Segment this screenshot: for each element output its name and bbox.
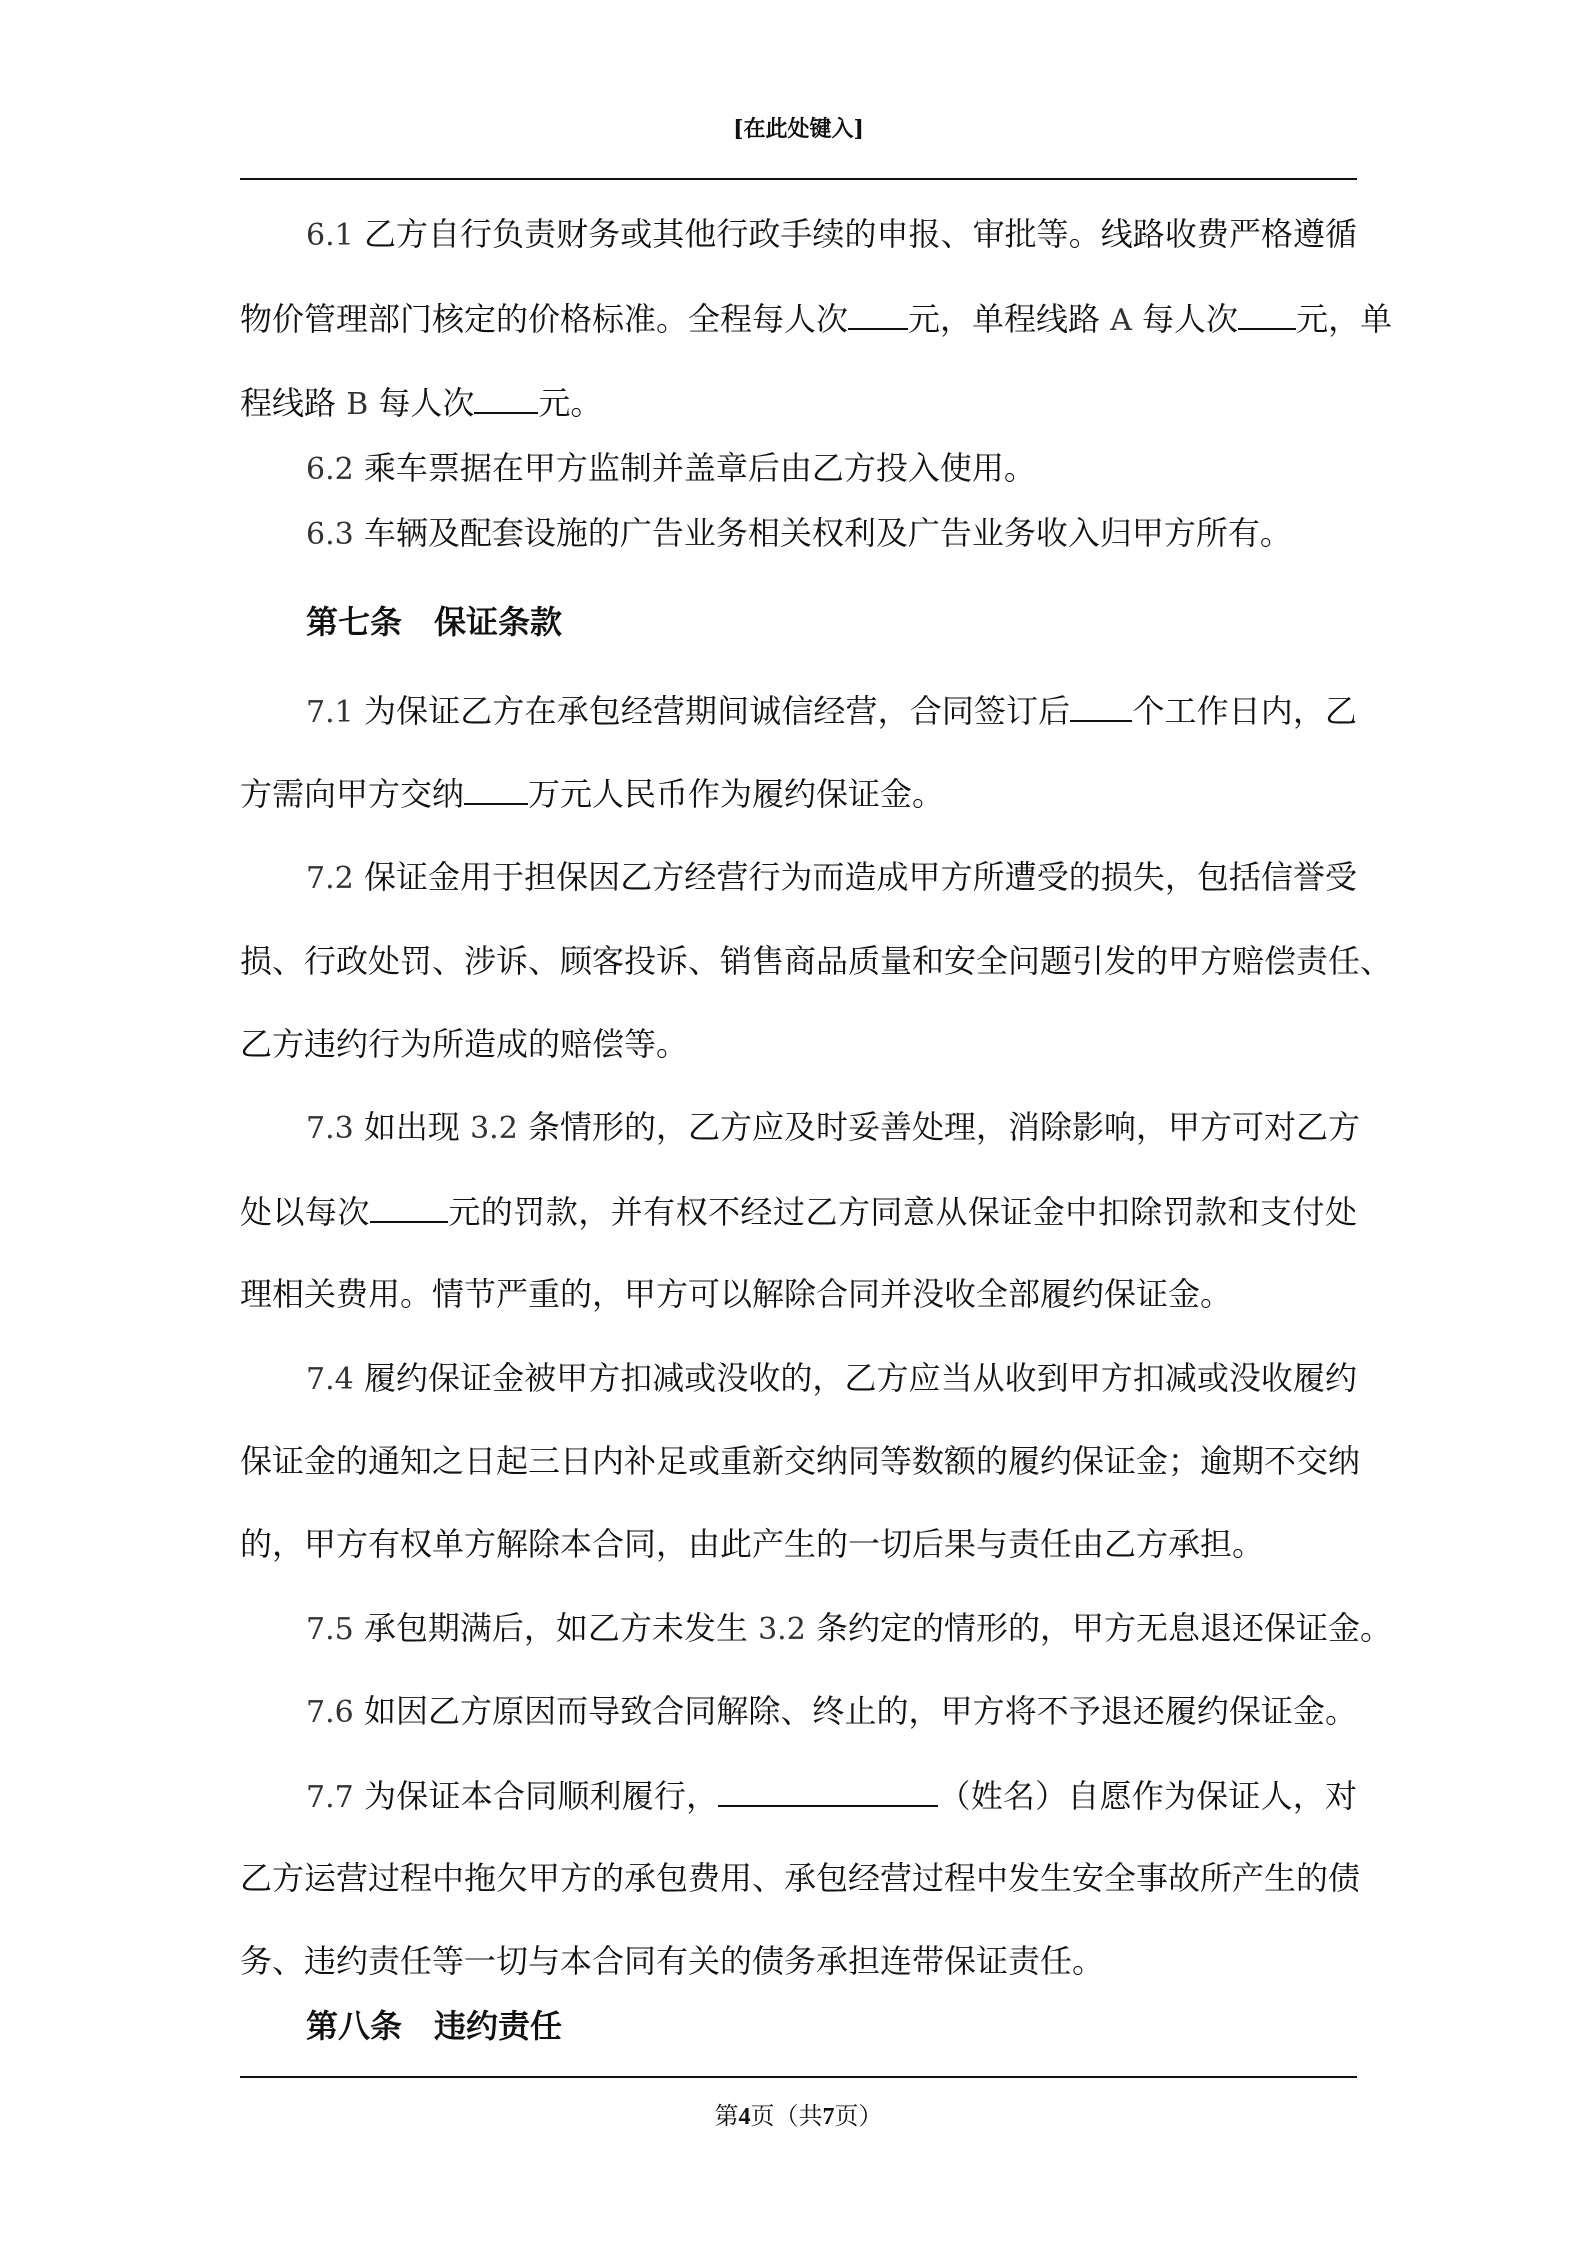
clause-text: 处以每次 [240, 1193, 370, 1231]
clause-ref: 3.2 [758, 1612, 806, 1647]
clause-text: 元的罚款，并有权不经过乙方同意从保证金中扣除罚款和支付处 [447, 1193, 1357, 1231]
clause-text: 履约保证金被甲方扣减或没收的，乙方应当从收到甲方扣减或没收履约 [363, 1359, 1357, 1397]
clause-text: 为保证本合同顺利履行， [364, 1777, 719, 1815]
fill-blank [848, 298, 908, 330]
clause-text: 理相关费用。情节严重的，甲方可以解除合同并没收全部履约保证金。 [240, 1275, 1233, 1313]
page-number: 4 [738, 2104, 751, 2130]
footer-text: 页（共 [750, 2102, 823, 2130]
clause-text: 乙方运营过程中拖欠甲方的承包费用、承包经营过程中发生安全事故所产生的债 [240, 1859, 1361, 1897]
clause-number: 7.4 [306, 1362, 354, 1397]
route-letter: B [346, 387, 369, 422]
clause-text: 条约定的情形的，甲方无息退还保证金。 [815, 1609, 1392, 1647]
clause-text: 损、行政处罚、涉诉、顾客投诉、销售商品质量和安全问题引发的甲方赔偿责任、 [240, 942, 1393, 980]
clause-number: 7.2 [306, 861, 354, 896]
clause-7-3-line-1 [306, 1107, 1360, 1147]
clause-7-3-line-3 [240, 1274, 1357, 1314]
clause-text: 个工作日内，乙 [1132, 692, 1357, 730]
clause-text: 乙方违约行为所造成的赔偿等。 [240, 1025, 689, 1063]
article-8-heading: 第八条 违约责任 [306, 2007, 563, 2045]
clause-7-7-line-3 [240, 1941, 1357, 1981]
clause-text: 保证金的通知之日起三日内补足或重新交纳同等数额的履约保证金；逾期不交纳 [240, 1442, 1361, 1480]
clause-text: 每人次 [1142, 300, 1239, 338]
clause-text: 物价管理部门核定的价格标准。全程每人次 [240, 300, 849, 338]
clause-text: 为保证乙方在承包经营期间诚信经营，合同签订后 [364, 692, 1071, 730]
clause-6-1-line-3 [240, 382, 1357, 422]
fill-blank [718, 1775, 938, 1807]
page-total: 7 [822, 2104, 835, 2130]
clause-text: 保证金用于担保因乙方经营行为而造成甲方所遭受的损失，包括信誉受 [363, 858, 1357, 896]
clause-6-1-line-1 [306, 214, 1357, 254]
clause-7-4-line-1 [306, 1358, 1357, 1398]
footer-text: 第 [714, 2102, 739, 2130]
clause-text: 乘车票据在甲方监制并盖章后由乙方投入使用。 [363, 449, 1036, 487]
clause-text: 承包期满后，如乙方未发生 [363, 1609, 748, 1647]
fill-blank [464, 773, 528, 805]
clause-7-2-line-1 [306, 857, 1357, 897]
clause-7-4-line-2 [240, 1441, 1361, 1481]
footer-text: 页） [834, 2102, 883, 2130]
clause-6-1-line-2 [240, 298, 1393, 338]
clause-7-2-line-3 [240, 1024, 1357, 1064]
clause-text: 车辆及配套设施的广告业务相关权利及广告业务收入归甲方所有。 [363, 514, 1292, 552]
clause-6-2 [306, 448, 1357, 488]
clause-number: 7.1 [306, 695, 354, 730]
clause-number: 7.5 [306, 1612, 354, 1647]
clause-6-3 [306, 513, 1357, 553]
article-7-heading: 第七条 保证条款 [306, 603, 563, 641]
clause-text: 万元人民币作为履约保证金。 [528, 775, 945, 813]
clause-number: 6.1 [306, 218, 354, 253]
clause-text: 元，单 [1296, 300, 1393, 338]
clause-number: 7.3 [306, 1111, 354, 1146]
clause-7-7-line-1 [306, 1775, 1357, 1815]
clause-7-4-line-3 [240, 1524, 1357, 1564]
clause-text: （姓名）自愿作为保证人，对 [938, 1777, 1357, 1815]
fill-blank [1070, 690, 1132, 722]
header-rule [240, 178, 1357, 180]
clause-text: 如出现 [363, 1108, 460, 1146]
clause-text: 乙方自行负责财务或其他行政手续的申报、审批等。线路收费严格遵循 [363, 215, 1357, 253]
clause-number: 6.3 [306, 517, 354, 552]
clause-7-3-line-2 [240, 1191, 1357, 1231]
page-footer [240, 2096, 1357, 2131]
clause-text: 条情形的，乙方应及时妥善处理，消除影响，甲方可对乙方 [527, 1108, 1360, 1146]
clause-text: 每人次 [378, 384, 475, 422]
clause-7-1-line-2 [240, 773, 1357, 813]
clause-7-5 [306, 1608, 1392, 1648]
page-header: [在此处键入] [733, 116, 864, 142]
clause-number: 7.6 [306, 1695, 354, 1730]
clause-ref: 3.2 [470, 1111, 518, 1146]
clause-text: 方需向甲方交纳 [240, 775, 465, 813]
fill-blank [370, 1191, 448, 1223]
clause-text: 如因乙方原因而导致合同解除、终止的，甲方将不予退还履约保证金。 [363, 1692, 1357, 1730]
fill-blank [1238, 298, 1296, 330]
route-letter: A [1110, 303, 1132, 338]
clause-text: 元。 [538, 384, 603, 422]
fill-blank [474, 382, 538, 414]
clause-text: 程线路 [240, 384, 337, 422]
clause-7-7-line-2 [240, 1858, 1361, 1898]
clause-text: 元，单程线路 [908, 300, 1101, 338]
clause-7-1-line-1 [306, 690, 1357, 730]
clause-number: 6.2 [306, 452, 354, 487]
clause-7-6 [306, 1691, 1357, 1731]
clause-text: 务、违约责任等一切与本合同有关的债务承担连带保证责任。 [240, 1942, 1105, 1980]
clause-text: 的，甲方有权单方解除本合同，由此产生的一切后果与责任由乙方承担。 [240, 1525, 1265, 1563]
footer-rule [240, 2076, 1357, 2078]
clause-7-2-line-2 [240, 941, 1393, 981]
clause-number: 7.7 [306, 1780, 354, 1815]
